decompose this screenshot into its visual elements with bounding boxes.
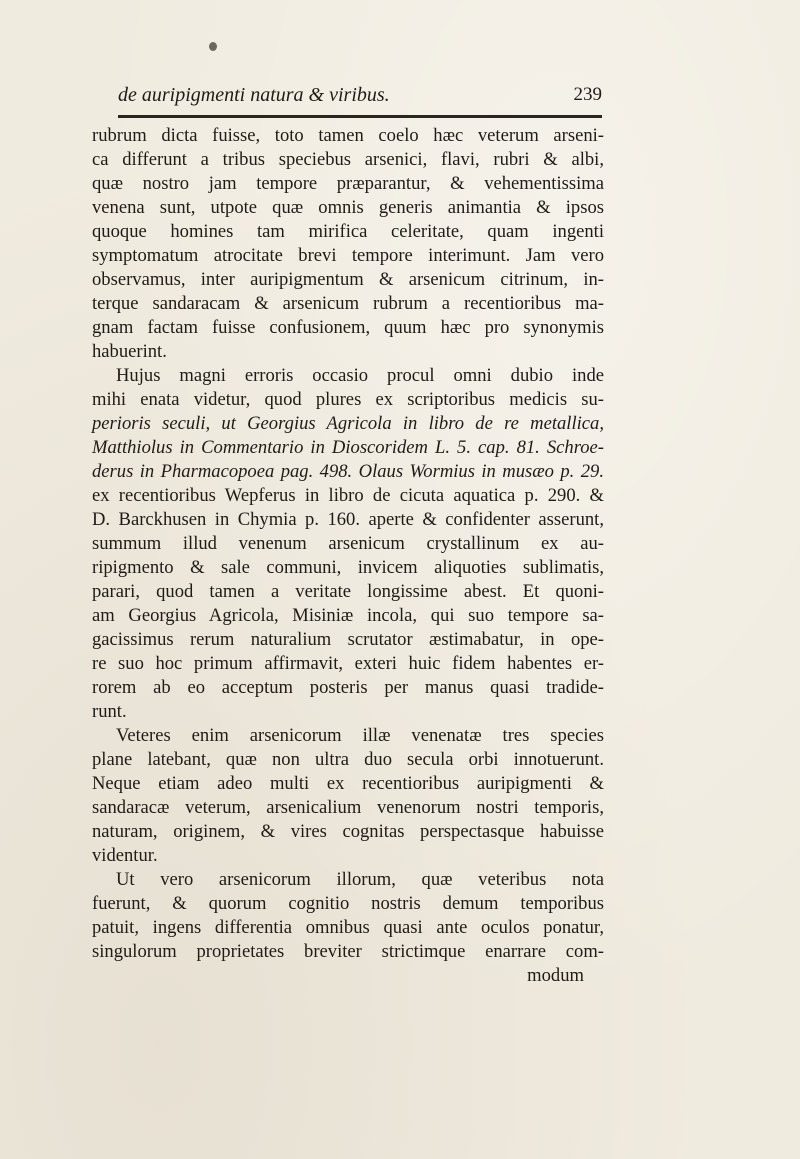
text-line: gnam factam fuisse confusionem, quum hæc pro synonymis bbox=[92, 317, 604, 338]
running-title: de auripigmenti natura & viribus. bbox=[118, 84, 390, 106]
text-line: naturam, originem, & vires cognitas perspectasque habuisse bbox=[92, 821, 604, 842]
text-line: rorem ab eo acceptum posteris per manus quasi tradide- bbox=[92, 677, 604, 698]
text-line: quoque homines tam mirifica celeritate, quam ingenti bbox=[92, 221, 604, 242]
catchword: modum bbox=[527, 965, 584, 986]
text-line: habuerint. bbox=[92, 341, 167, 362]
text-line: derus in Pharmacopoea pag. 498. Olaus Wormius in musæo p. 29. bbox=[92, 461, 604, 482]
text-line: ca differunt a tribus speciebus arsenici, flavi, rubri & albi, bbox=[92, 149, 604, 170]
ink-speck bbox=[209, 42, 217, 51]
text-line: re suo hoc primum affirmavit, exteri huic fidem habentes er- bbox=[92, 653, 604, 674]
text-line: parari, quod tamen a veritate longissime abest. Et quoni- bbox=[92, 581, 604, 602]
text-line: ripigmento & sale communi, invicem aliquoties sublimatis, bbox=[92, 557, 604, 578]
text-line: perioris seculi, ut Georgius Agricola in libro de re metallica, bbox=[92, 413, 604, 434]
paragraph-start-line: Hujus magni erroris occasio procul omni dubio inde bbox=[116, 365, 604, 386]
text-line: mihi enata videtur, quod plures ex scriptoribus medicis su- bbox=[92, 389, 604, 410]
page-number: 239 bbox=[573, 84, 602, 105]
text-line: patuit, ingens differentia omnibus quasi ante oculos ponatur, bbox=[92, 917, 604, 938]
text-line: rubrum dicta fuisse, toto tamen coelo hæc veterum arseni- bbox=[92, 125, 604, 146]
text-line: fuerunt, & quorum cognitio nostris demum temporibus bbox=[92, 893, 604, 914]
text-line: Matthiolus in Commentario in Dioscoridem L. 5. cap. 81. Schroe- bbox=[92, 437, 604, 458]
paragraph-start-line: Ut vero arsenicorum illorum, quæ veteribus nota bbox=[116, 869, 604, 890]
text-line: symptomatum atrocitate brevi tempore interimunt. Jam vero bbox=[92, 245, 604, 266]
header-rule bbox=[118, 115, 602, 118]
text-line: terque sandaracam & arsenicum rubrum a recentioribus ma- bbox=[92, 293, 604, 314]
text-line: venena sunt, utpote quæ omnis generis animantia & ipsos bbox=[92, 197, 604, 218]
body-text bbox=[92, 124, 604, 988]
text-line: observamus, inter auripigmentum & arsenicum citrinum, in- bbox=[92, 269, 604, 290]
text-line: videntur. bbox=[92, 845, 158, 866]
text-line: quæ nostro jam tempore præparantur, & vehementissima bbox=[92, 173, 604, 194]
text-line: runt. bbox=[92, 701, 127, 722]
text-line: summum illud venenum arsenicum crystallinum ex au- bbox=[92, 533, 604, 554]
text-line: ex recentioribus Wepferus in libro de cicuta aquatica p. 290. & bbox=[92, 485, 604, 506]
text-line: am Georgius Agricola, Misiniæ incola, qui suo tempore sa- bbox=[92, 605, 604, 626]
paragraph-start-line: Veteres enim arsenicorum illæ venenatæ tres species bbox=[116, 725, 604, 746]
text-line: Neque etiam adeo multi ex recentioribus auripigmenti & bbox=[92, 773, 604, 794]
text-line: sandaracæ veterum, arsenicalium venenorum nostri temporis, bbox=[92, 797, 604, 818]
text-line: plane latebant, quæ non ultra duo secula orbi innotuerunt. bbox=[92, 749, 604, 770]
text-line: gacissimus rerum naturalium scrutator æstimabatur, in ope- bbox=[92, 629, 604, 650]
text-line: singulorum proprietates breviter strictimque enarrare com- bbox=[92, 941, 604, 962]
text-line: D. Barckhusen in Chymia p. 160. aperte & confidenter asserunt, bbox=[92, 509, 604, 530]
page-header bbox=[118, 78, 602, 112]
